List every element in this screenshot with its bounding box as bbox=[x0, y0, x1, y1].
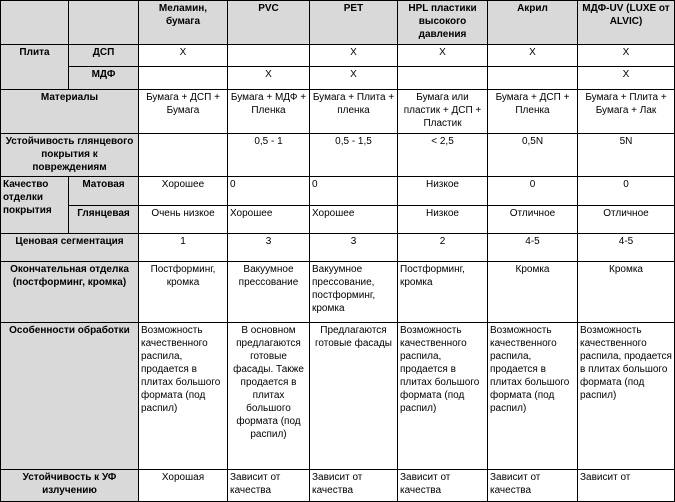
column-header: PET bbox=[310, 1, 398, 45]
table-cell: 0 bbox=[488, 177, 578, 206]
row-header: Плита bbox=[1, 45, 69, 90]
row-header: Устойчивость к УФ излучению bbox=[1, 470, 139, 502]
row-header: Качество отделки покрытия bbox=[1, 177, 69, 234]
table-cell: X bbox=[310, 45, 398, 67]
table-cell: 0,5N bbox=[488, 134, 578, 177]
table-cell: X bbox=[139, 45, 228, 67]
row-subheader: МДФ bbox=[69, 67, 139, 90]
table-cell: Бумага + ДСП + Бумага bbox=[139, 90, 228, 134]
table-cell: Хорошее bbox=[310, 206, 398, 234]
table-cell: Возможность качественного распила, продается в плитах большого формата (под распил) bbox=[578, 323, 675, 470]
table-cell: Зависит от качества bbox=[310, 470, 398, 502]
table-cell: X bbox=[578, 67, 675, 90]
header-row bbox=[1, 1, 675, 45]
table-cell: Возможность качественного распила, продается в плитах большого формата (под распил) bbox=[488, 323, 578, 470]
table-cell: Вакуумное прессование bbox=[228, 262, 310, 323]
table-cell: В основном предлагаются готовые фасады. Также продается в плитах большого формата (под распил) bbox=[228, 323, 310, 470]
table-cell: Возможность качественного распила, продается в плитах большого формата (под распил) bbox=[139, 323, 228, 470]
table-cell: Низкое bbox=[398, 206, 488, 234]
table-cell: Зависит от bbox=[578, 470, 675, 502]
table-cell: Низкое bbox=[398, 177, 488, 206]
table-cell: Возможность качественного распила, продается в плитах большого формата (под распил) bbox=[398, 323, 488, 470]
table-cell: Бумага + МДФ + Пленка bbox=[228, 90, 310, 134]
table-cell: 4-5 bbox=[488, 234, 578, 262]
table-cell: < 2,5 bbox=[398, 134, 488, 177]
table-cell: X bbox=[310, 67, 398, 90]
table-cell: X bbox=[398, 45, 488, 67]
table-cell: X bbox=[488, 45, 578, 67]
table-cell: Отличное bbox=[578, 206, 675, 234]
table-cell: 5N bbox=[578, 134, 675, 177]
table-cell: Бумага + Плита + пленка bbox=[310, 90, 398, 134]
table-cell bbox=[398, 67, 488, 90]
table-cell: 3 bbox=[228, 234, 310, 262]
table-cell: Хорошее bbox=[228, 206, 310, 234]
table-row bbox=[1, 323, 675, 470]
table-cell: Очень низкое bbox=[139, 206, 228, 234]
column-header: HPL пластики высокого давления bbox=[398, 1, 488, 45]
table-cell: X bbox=[578, 45, 675, 67]
table-cell: Кромка bbox=[488, 262, 578, 323]
corner-cell bbox=[1, 1, 69, 45]
table-cell: Предлагаются готовые фасады bbox=[310, 323, 398, 470]
column-header: Меламин, бумага bbox=[139, 1, 228, 45]
table-cell: 0,5 - 1,5 bbox=[310, 134, 398, 177]
table-row bbox=[1, 90, 675, 134]
table-cell bbox=[139, 134, 228, 177]
table-cell: Зависит от качества bbox=[228, 470, 310, 502]
table-row bbox=[1, 470, 675, 502]
table-cell: Бумага + Плита + Бумага + Лак bbox=[578, 90, 675, 134]
table-cell: Постформинг, кромка bbox=[139, 262, 228, 323]
table-cell: Отличное bbox=[488, 206, 578, 234]
table-cell: 0 bbox=[310, 177, 398, 206]
table-row bbox=[1, 234, 675, 262]
table-cell: 4-5 bbox=[578, 234, 675, 262]
table-cell: 0 bbox=[578, 177, 675, 206]
row-subheader: Глянцевая bbox=[69, 206, 139, 234]
column-header: МДФ-UV (LUXE от ALVIC) bbox=[578, 1, 675, 45]
table-cell bbox=[139, 67, 228, 90]
table-cell: Постформинг, кромка bbox=[398, 262, 488, 323]
table-row bbox=[1, 206, 675, 234]
row-subheader: ДСП bbox=[69, 45, 139, 67]
row-header: Материалы bbox=[1, 90, 139, 134]
table-cell: Бумага + ДСП + Пленка bbox=[488, 90, 578, 134]
table-row bbox=[1, 45, 675, 67]
table-row bbox=[1, 134, 675, 177]
table-cell: 3 bbox=[310, 234, 398, 262]
table-cell: Хорошая bbox=[139, 470, 228, 502]
table-cell: 0,5 - 1 bbox=[228, 134, 310, 177]
table-cell: Бумага или пластик + ДСП + Пластик bbox=[398, 90, 488, 134]
table-cell: Зависит от качества bbox=[488, 470, 578, 502]
table-cell bbox=[488, 67, 578, 90]
table-cell: 1 bbox=[139, 234, 228, 262]
row-subheader: Матовая bbox=[69, 177, 139, 206]
row-header: Устойчивость глянцевого покрытия к повреждениям bbox=[1, 134, 139, 177]
table-cell: Кромка bbox=[578, 262, 675, 323]
column-header: PVC bbox=[228, 1, 310, 45]
table-row bbox=[1, 177, 675, 206]
table-cell bbox=[228, 45, 310, 67]
table-cell: X bbox=[228, 67, 310, 90]
row-header: Особенности обработки bbox=[1, 323, 139, 470]
column-header: Акрил bbox=[488, 1, 578, 45]
table-row bbox=[1, 67, 675, 90]
table-row bbox=[1, 262, 675, 323]
table-cell: 0 bbox=[228, 177, 310, 206]
table-cell: 2 bbox=[398, 234, 488, 262]
row-header: Ценовая сегментация bbox=[1, 234, 139, 262]
table-cell: Вакуумное прессование, постформинг, кромка bbox=[310, 262, 398, 323]
table-cell: Зависит от качества bbox=[398, 470, 488, 502]
table-cell: Хорошее bbox=[139, 177, 228, 206]
corner-cell bbox=[69, 1, 139, 45]
row-header: Окончательная отделка (постформинг, кромка) bbox=[1, 262, 139, 323]
